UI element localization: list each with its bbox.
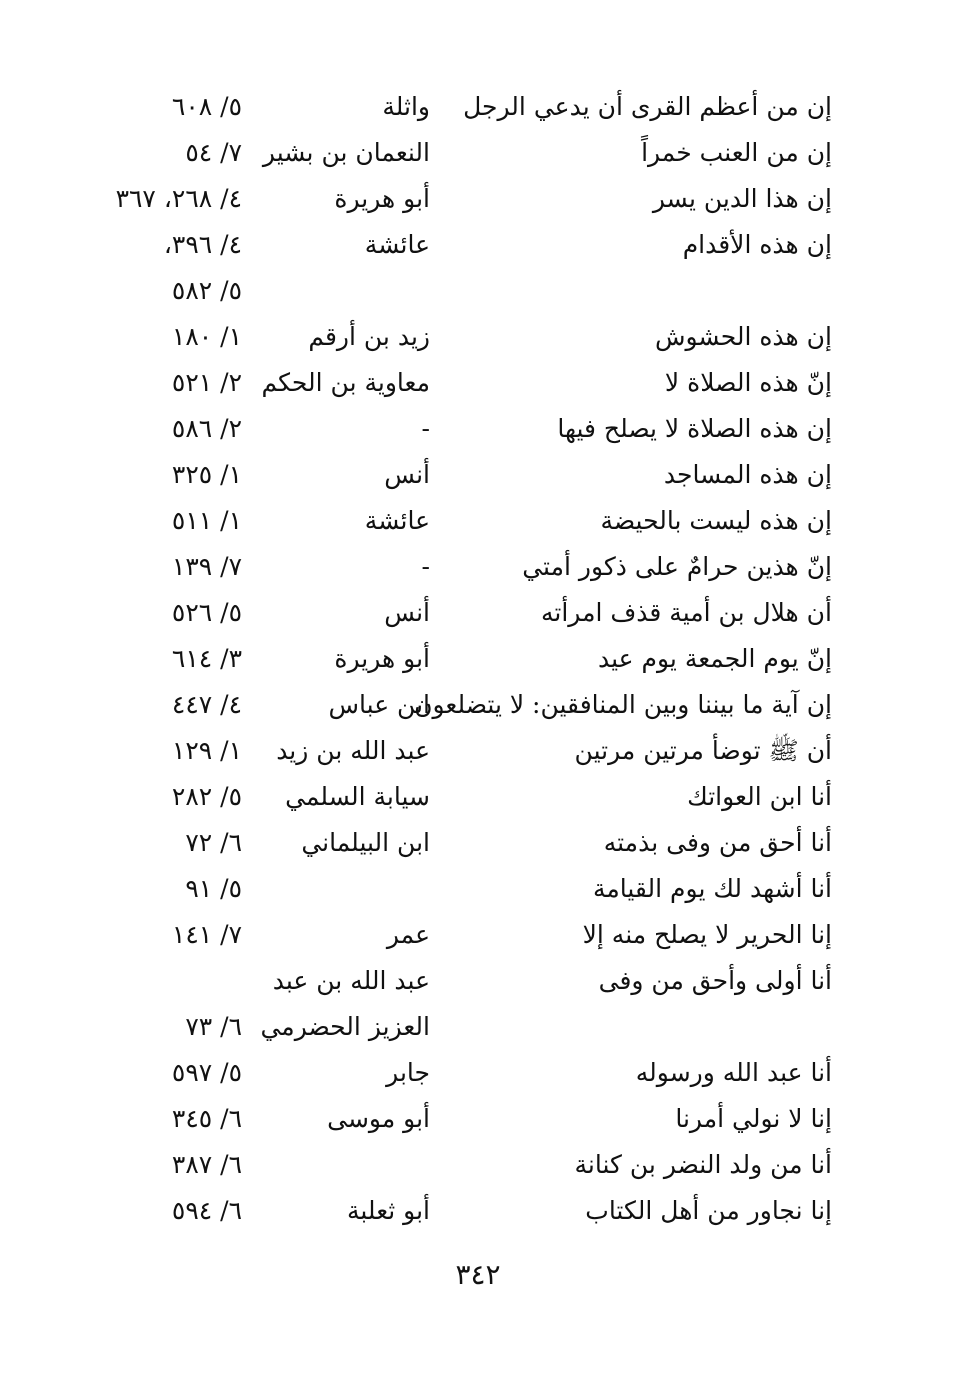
hadith-text: إن هذه الصلاة لا يصلح فيها xyxy=(557,414,832,443)
index-row xyxy=(0,728,956,774)
volume-page-ref: ٥/ ٥٢٦ xyxy=(171,598,242,627)
index-row xyxy=(0,176,956,222)
hadith-text xyxy=(472,1004,832,1050)
hadith-text: إنا لا نولي أمرنا xyxy=(675,1104,832,1133)
volume-page-ref: ٥/ ٦٠٨ xyxy=(171,92,242,121)
index-row xyxy=(0,84,956,130)
narrator-name: أبو ثعلبة xyxy=(346,1196,430,1225)
hadith-text: إن آية ما بيننا وبين المنافقين: لا يتضلعون xyxy=(414,690,832,719)
hadith-text: أنا أولى وأحق من وفى xyxy=(598,966,832,995)
hadith-text: أنا أشهد لك يوم القيامة xyxy=(592,874,832,903)
index-row xyxy=(0,682,956,728)
narrator-name: عبد الله بن زيد xyxy=(276,736,430,765)
volume-page-ref: ٧/ ٥٤ xyxy=(185,138,242,167)
index-row xyxy=(0,1096,956,1142)
narrator-name: عبد الله بن عبد xyxy=(272,966,430,995)
narrator-name: أنس xyxy=(384,460,430,489)
index-row xyxy=(0,1142,956,1188)
volume-page-ref: ١/ ١٢٩ xyxy=(171,736,242,765)
volume-page-ref: ٣/ ٦١٤ xyxy=(171,644,242,673)
index-row xyxy=(0,498,956,544)
narrator-name: أبو موسى xyxy=(327,1104,430,1133)
volume-page-ref: ٧/ ١٣٩ xyxy=(171,552,242,581)
volume-page-ref: ٢/ ٥٢١ xyxy=(171,368,242,397)
index-row xyxy=(0,268,956,314)
narrator-name: أبو هريرة xyxy=(334,644,430,673)
hadith-text xyxy=(472,268,832,314)
index-row xyxy=(0,452,956,498)
index-row xyxy=(0,1004,956,1050)
hadith-text: إنا نجاور من أهل الكتاب xyxy=(585,1196,832,1225)
hadith-text: إن هذه المساجد xyxy=(663,460,832,489)
volume-page-ref: ٤/ ٢٦٨، ٣٦٧ xyxy=(115,184,242,213)
narrator-name xyxy=(270,268,430,314)
narrator-name: زيد بن أرقم xyxy=(308,322,430,351)
index-row xyxy=(0,866,956,912)
hadith-text: أن ﷺ توضأ مرتين مرتين xyxy=(574,736,832,765)
index-row xyxy=(0,912,956,958)
narrator-name: أنس xyxy=(384,598,430,627)
hadith-text: إنا الحرير لا يصلح منه إلا xyxy=(582,920,832,949)
index-row xyxy=(0,222,956,268)
index-row xyxy=(0,1188,956,1234)
volume-page-ref: ٦/ ٧٣ xyxy=(185,1012,242,1041)
volume-page-ref: ٦/ ٧٢ xyxy=(185,828,242,857)
narrator-name: ابن عباس xyxy=(328,690,430,719)
volume-page-ref: ٥/ ٥٨٢ xyxy=(171,276,242,305)
hadith-index-list xyxy=(0,84,956,1234)
hadith-text: إن هذه الأقدام xyxy=(682,230,832,259)
volume-page-ref: ٢/ ٥٨٦ xyxy=(171,414,242,443)
hadith-text: إن من العنب خمراً xyxy=(641,138,832,167)
volume-page-ref: ٥/ ٥٩٧ xyxy=(171,1058,242,1087)
hadith-text: أنا عبد الله ورسوله xyxy=(635,1058,832,1087)
volume-page-ref: ١/ ٥١١ xyxy=(171,506,242,535)
hadith-text: إن هذا الدين يسر xyxy=(652,184,832,213)
volume-page-ref: ١/ ١٨٠ xyxy=(171,322,242,351)
volume-page-ref: ٥/ ٩١ xyxy=(185,874,242,903)
narrator-name: أبو هريرة xyxy=(334,184,430,213)
volume-page-ref xyxy=(82,958,242,1004)
index-row xyxy=(0,774,956,820)
hadith-text: أنا ابن العواتك xyxy=(687,782,832,811)
index-row xyxy=(0,1050,956,1096)
narrator-name: معاوية بن الحكم xyxy=(261,368,430,397)
narrator-name: النعمان بن بشير xyxy=(262,138,430,167)
narrator-name: - xyxy=(421,414,430,443)
narrator-name: عائشة xyxy=(364,506,430,535)
volume-page-ref: ٦/ ٣٤٥ xyxy=(171,1104,242,1133)
index-row xyxy=(0,360,956,406)
narrator-name: العزيز الحضرمي xyxy=(260,1012,430,1041)
hadith-text: إنّ هذه الصلاة لا xyxy=(664,368,832,397)
narrator-name: عمر xyxy=(386,920,430,949)
volume-page-ref: ٧/ ١٤١ xyxy=(171,920,242,949)
index-row xyxy=(0,314,956,360)
volume-page-ref: ٦/ ٣٨٧ xyxy=(171,1150,242,1179)
index-row xyxy=(0,590,956,636)
narrator-name: جابر xyxy=(386,1058,430,1087)
narrator-name: سيابة السلمي xyxy=(285,782,430,811)
index-row xyxy=(0,820,956,866)
narrator-name xyxy=(270,866,430,912)
volume-page-ref: ٦/ ٥٩٤ xyxy=(171,1196,242,1225)
volume-page-ref: ٥/ ٢٨٢ xyxy=(171,782,242,811)
narrator-name: واثلة xyxy=(382,92,430,121)
narrator-name: عائشة xyxy=(364,230,430,259)
index-row xyxy=(0,130,956,176)
index-row xyxy=(0,958,956,1004)
hadith-text: إن هذه ليست بالحيضة xyxy=(600,506,832,535)
narrator-name xyxy=(270,1142,430,1188)
index-row xyxy=(0,636,956,682)
hadith-text: إنّ هذين حرامٌ على ذكور أمتي xyxy=(522,552,832,581)
volume-page-ref: ٤/ ٣٩٦، xyxy=(163,230,242,259)
hadith-text: إن هذه الحشوش xyxy=(654,322,832,351)
index-row xyxy=(0,406,956,452)
index-row xyxy=(0,544,956,590)
page-number: ٣٤٢ xyxy=(455,1258,501,1291)
hadith-text: إن من أعظم القرى أن يدعي الرجل xyxy=(463,92,832,121)
hadith-text: أنا من ولد النضر بن كنانة xyxy=(574,1150,832,1179)
narrator-name: - xyxy=(421,552,430,581)
hadith-text: أنا أحق من وفى بذمته xyxy=(603,828,832,857)
volume-page-ref: ٤/ ٤٤٧ xyxy=(171,690,242,719)
narrator-name: ابن البيلماني xyxy=(301,828,430,857)
hadith-text: إنّ يوم الجمعة يوم عيد xyxy=(598,644,832,673)
volume-page-ref: ١/ ٣٢٥ xyxy=(171,460,242,489)
hadith-text: أن هلال بن أمية قذف امرأته xyxy=(540,598,832,627)
